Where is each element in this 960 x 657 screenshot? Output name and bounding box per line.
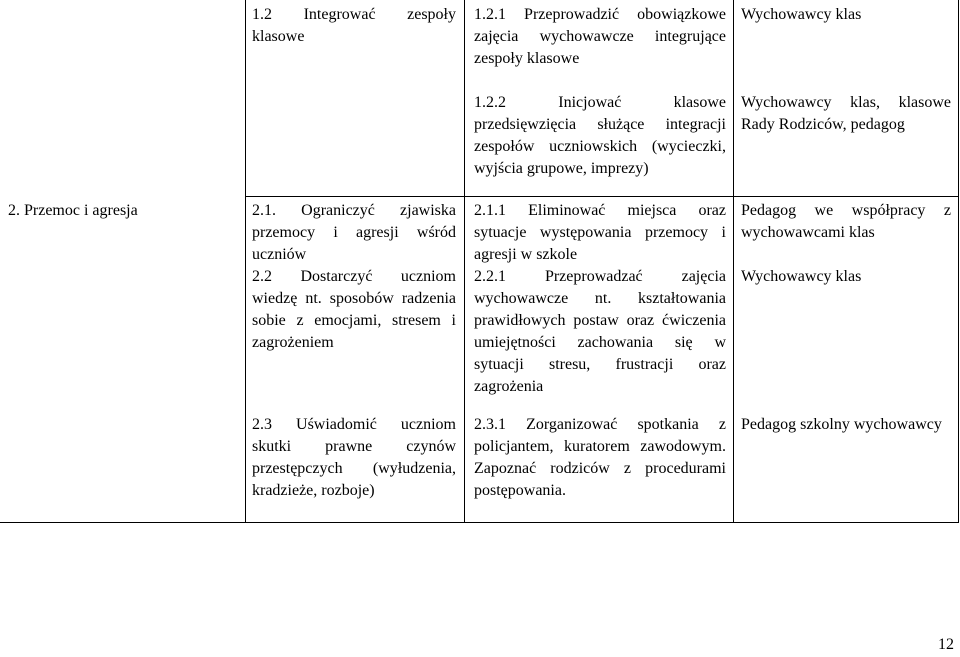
goal-1-2 (252, 4, 456, 48)
responsible-2-2-1: Wychowawcy klas (741, 268, 862, 285)
task-2-3-1: 2.3.1 Zorganizować spotkania z policjantem, kuratorem zawodowym. Zapoznać rodziców z procedurami postępowania. (474, 416, 726, 499)
task-1-2-1: 1.2.1 Przeprowadzić obowiązkowe zajęcia wychowawcze integrujące zespoły klasowe (474, 6, 726, 67)
table-border-h1 (245, 196, 959, 197)
area-2: 2. Przemoc i agresja (8, 202, 138, 219)
responsible-2-1-1: Pedagog we współpracy z wychowawcami klas (741, 202, 951, 241)
task-2-1-1: 2.1.1 Eliminować miejsca oraz sytuacje występowania przemocy i agresji w szkole (474, 202, 726, 263)
page-number: 12 (938, 636, 954, 653)
goal-2-2: 2.2 Dostarczyć uczniom wiedzę nt. sposobów radzenia sobie z emocjami, stresem i zagrożeniem (252, 268, 456, 351)
table-border-h2 (0, 522, 959, 523)
goal-1-2-line1: 1.2 Integrować zespoły (252, 6, 456, 23)
responsible-1-2-2: Wychowawcy klas, klasowe Rady Rodziców, pedagog (741, 94, 951, 133)
goal-2-3: 2.3 Uświadomić uczniom skutki prawne czynów przestępczych (wyłudzenia, kradzieże, rozboje) (252, 416, 456, 499)
table-border-v2 (464, 0, 465, 522)
table-border-v1 (245, 0, 246, 522)
goal-2-1: 2.1. Ograniczyć zjawiska przemocy i agresji wśród uczniów (252, 202, 456, 263)
task-1-2-2: 1.2.2 Inicjować klasowe przedsięwzięcia służące integracji zespołów uczniowskich (wycieczki, wyjścia grupowe, imprezy) (474, 94, 726, 177)
task-2-2-1: 2.2.1 Przeprowadzać zajęcia wychowawcze nt. kształtowania prawidłowych postaw oraz ćwiczenia umiejętności zachowania się w sytuacji stresu, frustracji oraz zagrożenia (474, 268, 726, 395)
responsible-2-3-1: Pedagog szkolny wychowawcy (741, 416, 942, 433)
responsible-1-2-1: Wychowawcy klas (741, 6, 862, 23)
table-border-v3 (733, 0, 734, 522)
table-border-v4 (958, 0, 959, 522)
goal-1-2-line2: klasowe (252, 28, 305, 45)
